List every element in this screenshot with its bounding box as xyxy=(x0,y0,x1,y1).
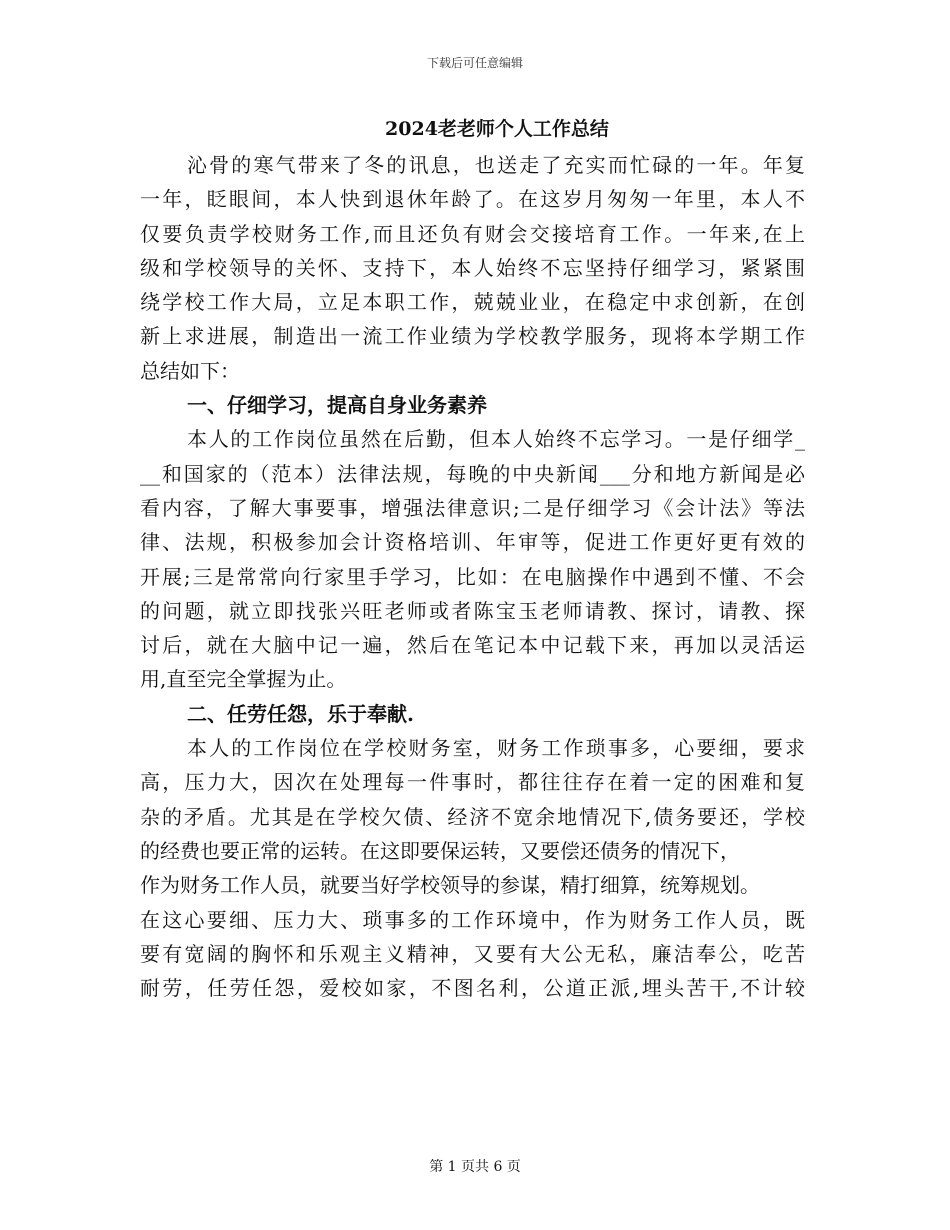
paragraph-line: 仅要负责学校财务工作,而且还负有财会交接培育工作。一年来,在上 xyxy=(140,221,805,246)
paragraph-line: 的问题，就立即找张兴旺老师或者陈宝玉老师请教、探讨，请教、探 xyxy=(140,598,805,623)
paragraph-line: 新上求进展，制造出一流工作业绩为学校教学服务，现将本学期工作 xyxy=(140,324,805,349)
paragraph-line: 级和学校领导的关怀、支持下，本人始终不忘坚持仔细学习，紧紧围 xyxy=(140,255,805,280)
header-note: 下载后可任意编辑 xyxy=(426,56,523,70)
paragraph-line: 杂的矛盾。尤其是在学校欠债、经济不宽余地情况下,债务要还，学校 xyxy=(140,804,805,829)
paragraph-line: 高，压力大，因次在处理每一件事时，都往往存在着一定的困难和复 xyxy=(140,770,805,795)
paragraph-line: 讨后，就在大脑中记一遍，然后在笔记本中记载下来，再加以灵活运 xyxy=(140,633,805,658)
paragraph-line: 本人的工作岗位在学校财务室，财务工作琐事多，心要细，要求 xyxy=(187,736,805,761)
paragraph-line: 律、法规，积极参加会计资格培训、年审等，促进工作更好更有效的 xyxy=(140,530,805,555)
section-heading: 一、仔细学习，提高自身业务素养 xyxy=(187,393,487,418)
section-heading: 二、任劳任怨，乐于奉献. xyxy=(187,701,414,726)
paragraph-line: 耐劳，任劳任怨，爱校如家，不图名利，公道正派,埋头苦干,不计较 xyxy=(140,976,805,1001)
paragraph-line: 的经费也要正常的运转。在这即要保运转，又要偿还债务的情况下， xyxy=(140,838,740,863)
paragraph-line: 要有宽阔的胸怀和乐观主义精神，又要有大公无私，廉洁奉公，吃苦 xyxy=(140,941,805,966)
paragraph-line: __和国家的（范本）法律法规，每晚的中央新闻___分和地方新闻是必 xyxy=(140,461,805,486)
document-title: 2024老老师个人工作总结 xyxy=(385,118,609,140)
document-body xyxy=(140,148,805,1005)
paragraph-line: 总结如下： xyxy=(140,358,240,383)
paragraph-line: 在这心要细、压力大、琐事多的工作环境中，作为财务工作人员，既 xyxy=(140,907,805,932)
paragraph-line: 一年，眨眼间，本人快到退休年龄了。在这岁月匆匆一年里，本人不 xyxy=(140,187,805,212)
paragraph-line: 本人的工作岗位虽然在后勤，但本人始终不忘学习。一是仔细学_ xyxy=(187,427,805,452)
paragraph-line: 用,直至完全掌握为止。 xyxy=(140,667,347,692)
paragraph-line: 沁骨的寒气带来了冬的讯息，也送走了充实而忙碌的一年。年复 xyxy=(187,153,805,177)
paragraph-line: 开展;三是常常向行家里手学习，比如：在电脑操作中遇到不懂、不会 xyxy=(140,564,805,589)
paragraph-line: 作为财务工作人员，就要当好学校领导的参谋，精打细算，统筹规划。 xyxy=(140,873,760,898)
page-number: 第 1 页共 6 页 xyxy=(429,1159,521,1175)
paragraph-line: 看内容，了解大事要事，增强法律意识;二是仔细学习《会计法》等法 xyxy=(140,495,805,520)
paragraph-line: 绕学校工作大局，立足本职工作，兢兢业业，在稳定中求创新，在创 xyxy=(140,290,805,315)
